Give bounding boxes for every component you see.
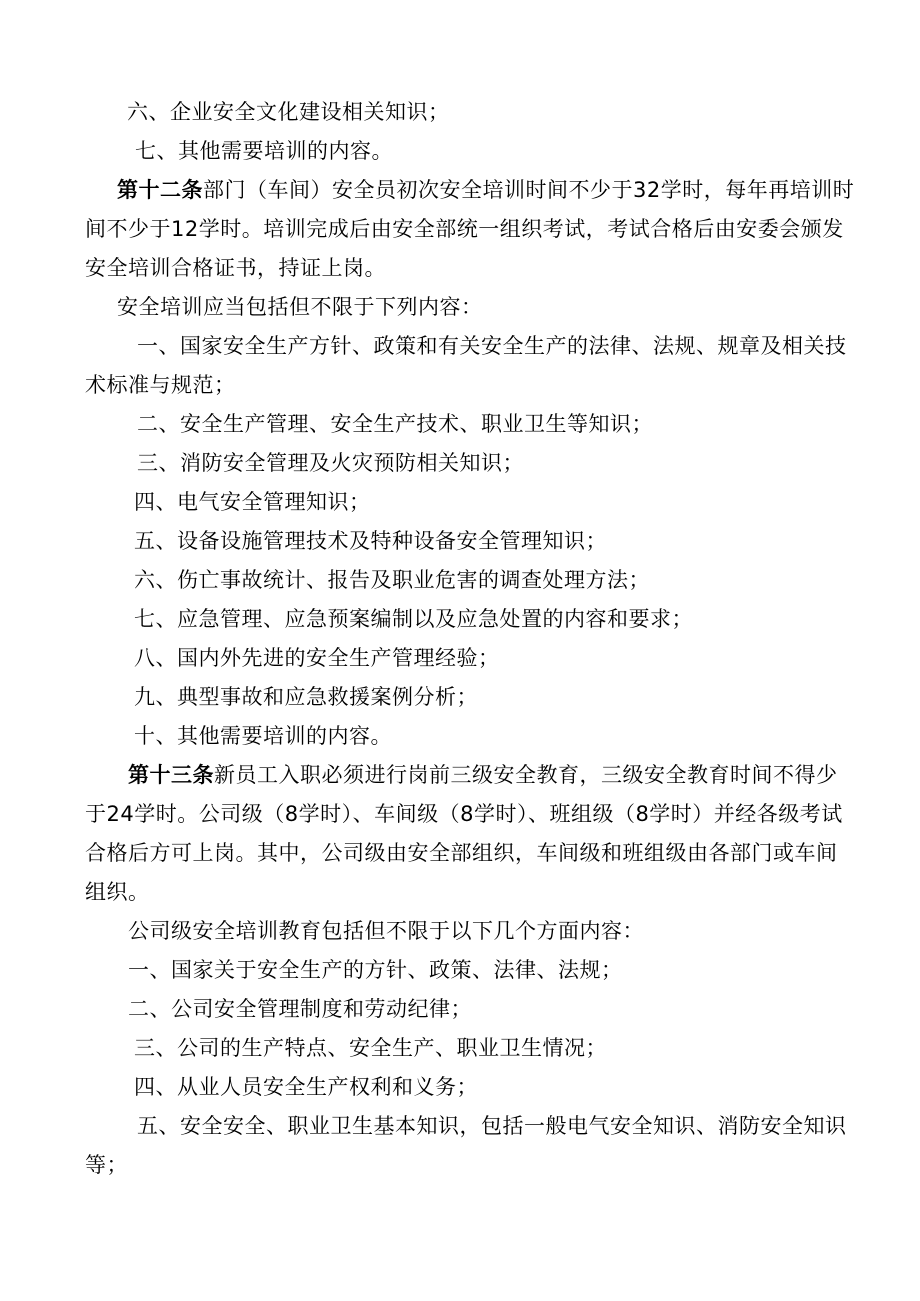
paragraph-text: 部门（车间）安全员初次安全培训时间不少于32学时，每年再培训时 [203,178,855,202]
list-item: 五、设备设施管理技术及特种设备安全管理知识； [134,529,607,553]
paragraph-line: 于24学时。公司级（8学时）、车间级（8学时）、班组级（8学时）并经各级考试 [85,802,843,826]
paragraph-text: 新员工入职必须进行岗前三级安全教育，三级安全教育时间不得少 [214,763,838,787]
list-item: 四、电气安全管理知识； [134,490,371,514]
article-13-heading-line [128,762,838,788]
paragraph-line: 等； [85,1153,128,1177]
list-item: 三、公司的生产特点、安全生产、职业卫生情况； [134,1036,607,1060]
paragraph-line: 术标准与规范； [85,373,236,397]
list-item: 七、其他需要培训的内容。 [135,139,393,163]
paragraph-line: 间不少于12学时。培训完成后由安全部统一组织考试，考试合格后由安委会颁发 [85,217,844,241]
list-item: 四、从业人员安全生产权利和义务； [134,1075,478,1099]
article-number: 第十三条 [128,763,214,787]
list-item: 一、国家安全生产方针、政策和有关安全生产的法律、法规、规章及相关技 [137,334,847,358]
list-item: 一、国家关于安全生产的方针、政策、法律、法规； [128,958,623,982]
paragraph-line: 安全培训合格证书，持证上岗。 [85,256,386,280]
list-item: 五、安全安全、职业卫生基本知识，包括一般电气安全知识、消防安全知识 [137,1114,847,1138]
list-item: 九、典型事故和应急救援案例分析； [134,685,478,709]
list-item: 七、应急管理、应急预案编制以及应急处置的内容和要求； [134,607,693,631]
list-item: 八、国内外先进的安全生产管理经验； [134,646,500,670]
list-item: 六、企业安全文化建设相关知识； [127,100,450,124]
article-12-heading-line [117,177,854,203]
list-item: 二、公司安全管理制度和劳动纪律； [128,997,472,1021]
list-item: 六、伤亡事故统计、报告及职业危害的调查处理方法； [134,568,650,592]
paragraph-line: 安全培训应当包括但不限于下列内容： [117,295,483,319]
article-number: 第十二条 [117,178,203,202]
paragraph-line: 组织。 [85,880,150,904]
list-item: 十、其他需要培训的内容。 [134,724,392,748]
paragraph-line: 公司级安全培训教育包括但不限于以下几个方面内容： [128,919,644,943]
list-item: 三、消防安全管理及火灾预防相关知识； [137,451,524,475]
list-item: 二、安全生产管理、安全生产技术、职业卫生等知识； [137,412,653,436]
paragraph-line: 合格后方可上岗。其中，公司级由安全部组织，车间级和班组级由各部门或车间 [85,841,838,865]
